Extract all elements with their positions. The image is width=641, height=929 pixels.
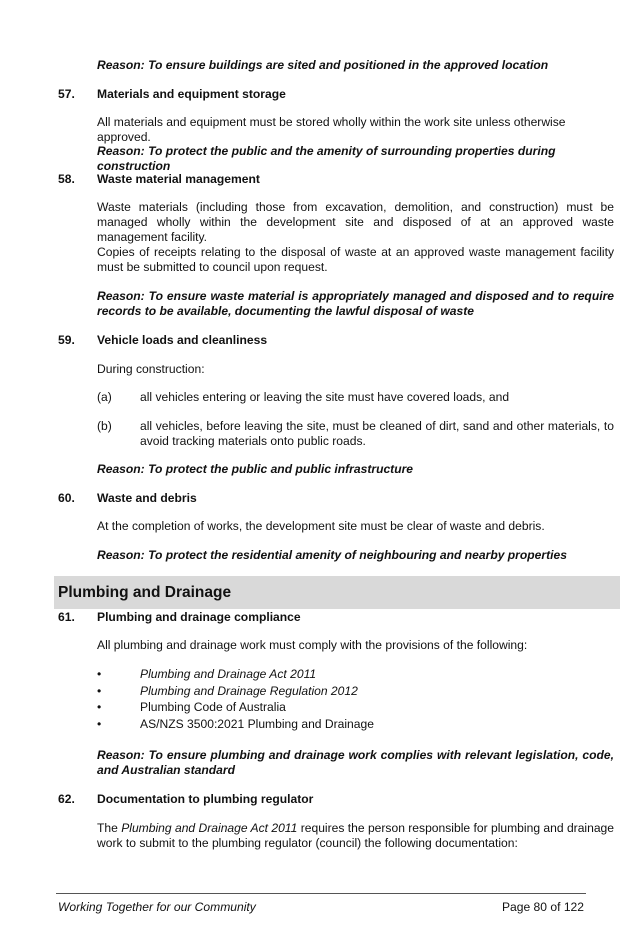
condition-59-item-b-label: (b) <box>97 419 112 433</box>
condition-59-item-b-text: all vehicles, before leaving the site, must be cleaned of dirt, sand and other materials, to avoid tracking materials onto public roads. <box>140 419 614 448</box>
condition-60-number: 60. <box>58 491 75 505</box>
condition-57-reason: Reason: To protect the public and the amenity of surrounding properties during construction <box>97 144 556 173</box>
condition-57-title: Materials and equipment storage <box>97 87 286 101</box>
condition-62-text-after: requires the person responsible for plumbing and drainage work to submit to the plumbing regulator (council) the following documentation: <box>97 821 615 850</box>
footer-rule <box>56 893 586 894</box>
section-heading-title: Plumbing and Drainage <box>58 584 232 601</box>
condition-61-reason: Reason: To ensure plumbing and drainage work complies with relevant legislation, code, and Australian standard <box>97 748 614 777</box>
condition-58-title: Waste material management <box>97 172 260 186</box>
bullet-icon: • <box>97 667 102 681</box>
condition-58-paragraph-2: Copies of receipts relating to the disposal of waste at an approved waste management facility must be submitted to council upon request. <box>97 245 614 274</box>
condition-59-item-a-label: (a) <box>97 390 112 404</box>
condition-62-paragraph <box>97 821 614 851</box>
condition-57-body: All materials and equipment must be stored wholly within the work site unless otherwise approved. <box>97 115 566 144</box>
footer-page-number: Page 80 of 122 <box>501 900 584 914</box>
condition-61-intro: All plumbing and drainage work must comply with the provisions of the following: <box>97 638 528 652</box>
condition-62-number: 62. <box>58 792 75 806</box>
bullet-icon: • <box>97 684 102 698</box>
condition-59-title: Vehicle loads and cleanliness <box>97 333 268 347</box>
condition-59-number: 59. <box>58 333 75 347</box>
condition-57-number: 57. <box>58 87 75 101</box>
condition-60-title: Waste and debris <box>97 491 197 505</box>
condition-60-reason: Reason: To protect the residential amenity of neighbouring and nearby properties <box>97 548 567 562</box>
bullet-icon: • <box>97 700 102 714</box>
condition-62-act-name: Plumbing and Drainage Act 2011 <box>121 821 298 835</box>
condition-58-reason: Reason: To ensure waste material is appropriately managed and disposed and to require records to be available, documenting the lawful disposal of waste <box>97 289 614 318</box>
condition-62-title: Documentation to plumbing regulator <box>97 792 314 806</box>
reason-56: Reason: To ensure buildings are sited and positioned in the approved location <box>97 58 549 72</box>
condition-61-number: 61. <box>58 610 75 624</box>
bullet-icon: • <box>97 717 102 731</box>
condition-61-bullet-3: Plumbing Code of Australia <box>140 700 286 714</box>
condition-58-paragraph-1: Waste materials (including those from excavation, demolition, and construction) must be managed wholly within the development site and disposed of at an approved waste management facility. <box>97 200 614 244</box>
condition-61-bullet-2: Plumbing and Drainage Regulation 2012 <box>140 684 358 698</box>
condition-58-number: 58. <box>58 172 75 186</box>
footer-tagline: Working Together for our Community <box>58 900 256 914</box>
condition-61-title: Plumbing and drainage compliance <box>97 610 301 624</box>
condition-59-item-a-text: all vehicles entering or leaving the site must have covered loads, and <box>140 390 510 404</box>
condition-59-reason: Reason: To protect the public and public infrastructure <box>97 462 414 476</box>
condition-59-intro: During construction: <box>97 362 205 376</box>
condition-62-text-before: The <box>97 821 122 835</box>
condition-60-body: At the completion of works, the development site must be clear of waste and debris. <box>97 519 545 533</box>
condition-61-bullet-4: AS/NZS 3500:2021 Plumbing and Drainage <box>140 717 374 731</box>
condition-61-bullet-1: Plumbing and Drainage Act 2011 <box>140 667 317 681</box>
